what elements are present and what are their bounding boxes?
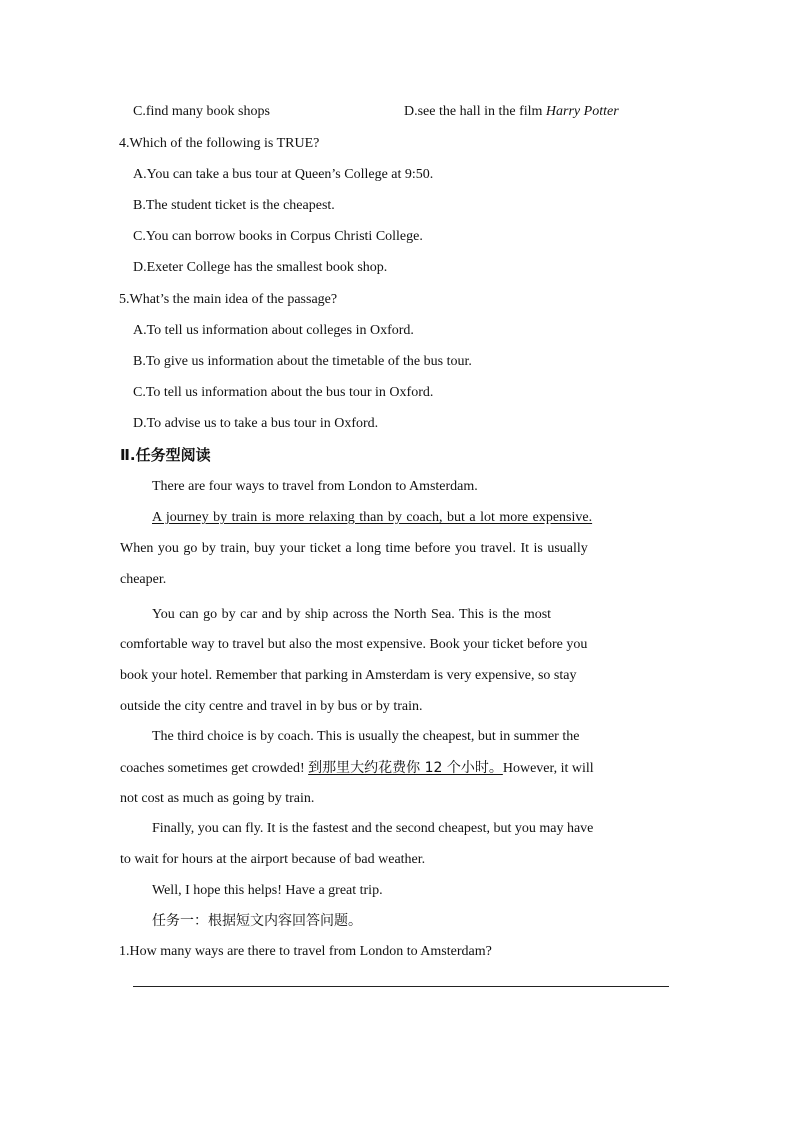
task1-heading: 任务一：根据短文内容回答问题。: [152, 913, 362, 929]
passage-p5-line2: to wait for hours at the airport because of bad weather.: [120, 852, 426, 867]
passage-p5-line1: Finally, you can fly. It is the fastest and the second cheapest, but you may have: [152, 821, 594, 836]
passage-p3-line3: book your hotel. Remember that parking in Amsterdam is very expensive, so stay: [120, 668, 577, 683]
passage-p1: There are four ways to travel from London to Amsterdam.: [152, 479, 478, 494]
q5-option-d: D.To advise us to take a bus tour in Oxford.: [133, 416, 379, 431]
passage-p4-line1: The third choice is by coach. This is usually the cheapest, but in summer the: [152, 729, 580, 744]
q3-option-d: [404, 103, 619, 121]
passage-p4-chinese-underlined: 到那里大约花费你 12 个小时。: [308, 760, 503, 776]
passage-p2-line2: When you go by train, buy your ticket a long time before you travel. It is usually: [120, 541, 588, 556]
q4-option-b: B.The student ticket is the cheapest.: [133, 198, 335, 213]
section-heading: Ⅱ.任务型阅读: [120, 446, 211, 464]
passage-p6: Well, I hope this helps! Have a great trip.: [152, 883, 383, 898]
q5-option-b: B.To give us information about the timetable of the bus tour.: [133, 354, 472, 369]
answer-line[interactable]: [133, 986, 669, 987]
passage-p4-line2-end: However, it will: [502, 761, 594, 776]
passage-p2-line3: cheaper.: [120, 572, 167, 587]
q5-stem: 5.What’s the main idea of the passage?: [119, 292, 338, 307]
q3-option-c: C.find many book shops: [133, 104, 270, 119]
task1-question-1: 1.How many ways are there to travel from London to Amsterdam?: [119, 944, 492, 959]
passage-p2-underlined-sentence: A journey by train is more relaxing than by coach, but a lot more expensive.: [152, 510, 593, 525]
q3-option-d-text: D.see the hall in the film: [404, 104, 546, 119]
passage-p3-line4: outside the city centre and travel in by bus or by train.: [120, 699, 423, 714]
q4-option-a: A.You can take a bus tour at Queen’s College at 9:50.: [133, 167, 434, 182]
q4-option-d: D.Exeter College has the smallest book shop.: [133, 260, 388, 275]
q4-option-c: C.You can borrow books in Corpus Christi College.: [133, 229, 423, 244]
q3-option-d-film-title: Harry Potter: [545, 104, 619, 119]
passage-p4-line2: [120, 759, 594, 778]
passage-p4-line3: not cost as much as going by train.: [120, 791, 315, 806]
passage-p4-line2-start: coaches sometimes get crowded!: [120, 761, 309, 776]
passage-p3-line2: comfortable way to travel but also the most expensive. Book your ticket before you: [120, 637, 588, 652]
q4-stem: 4.Which of the following is TRUE?: [119, 136, 320, 151]
q5-option-c: C.To tell us information about the bus tour in Oxford.: [133, 385, 434, 400]
q5-option-a: A.To tell us information about colleges in Oxford.: [133, 323, 414, 338]
passage-p3-line1: You can go by car and by ship across the North Sea. This is the most: [152, 607, 552, 622]
